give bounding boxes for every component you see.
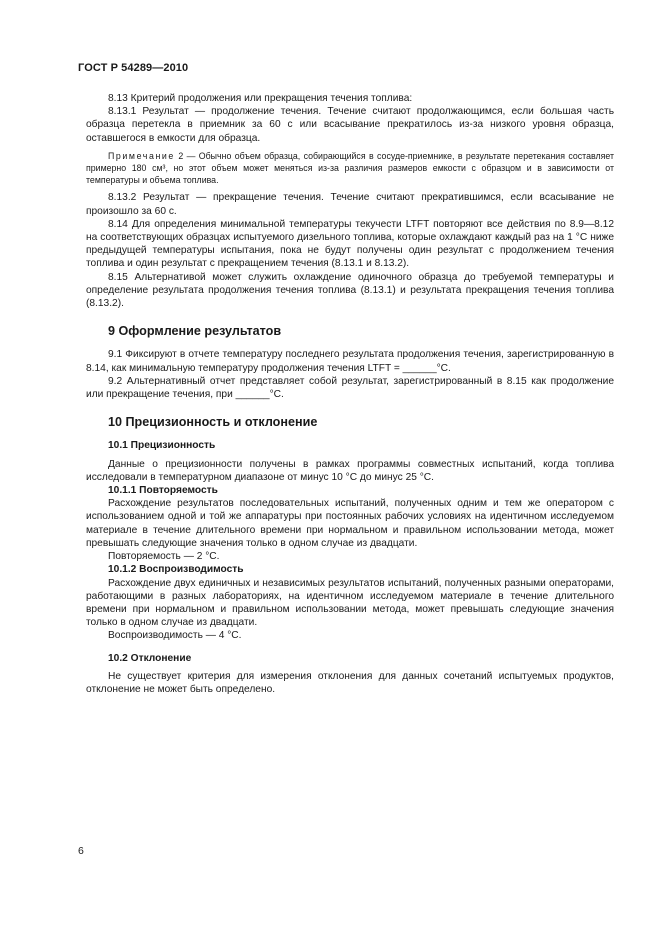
- section-10-heading: 10 Прецизионность и отклонение: [108, 415, 318, 430]
- paragraph-8-13-2: 8.13.2 Результат — прекращение течения. Течение считают прекратившимся, если всасывание не произошло за 60 с.: [86, 192, 614, 217]
- note-text: 2 — Обычно объем образца, собирающийся в сосуде-приемнике, в результате перетекания составляет примерно 180 см³, но этот объем может меняться из-за различия размеров емкости с образцом и в зависимости от температуры и объема топлива.: [86, 150, 614, 186]
- section-9-heading: 9 Оформление результатов: [108, 324, 282, 339]
- subsection-10-1-2-heading: 10.1.2 Воспроизводимость: [108, 564, 244, 576]
- paragraph-10-1-2: Расхождение двух единичных и независимых результатов испытаний, полученных разными операторами, работающими в разных лабораториях, на идентичном исследуемом материале в течение длительного времени при нормальном и правильном использовании метода, может превышать следующие значения только в одном случае из двадцати.: [86, 577, 614, 629]
- paragraph-8-13: 8.13 Критерий продолжения или прекращения течения топлива:: [108, 93, 413, 104]
- note-label: Примечание: [108, 150, 175, 161]
- document-code: ГОСТ Р 54289—2010: [78, 62, 189, 74]
- paragraph-10-2: Не существует критерия для измерения отклонения для данных сочетаний испытуемых продуктов, отклонение не может быть определено.: [86, 670, 614, 695]
- repeatability-value: Повторяемость — 2 °С.: [108, 551, 220, 563]
- reproducibility-value: Воспроизводимость — 4 °С.: [108, 630, 242, 642]
- page-body: [86, 92, 614, 696]
- paragraph-10-1-1: Расхождение результатов последовательных испытаний, полученных одним и тем же оператором с использованием одной и той же аппаратуры при постоянных рабочих условиях на идентичном исследуемом материале в течение длительного времени при нормальном и правильном использовании метода, может превышать следующие значения только в одном случае из двадцати.: [86, 498, 614, 549]
- paragraph-10-1: Данные о прецизионности получены в рамках программы совместных испытаний, когда топлива исследовали в температурном диапазоне от минус 10 °С до минус 25 °С.: [86, 458, 614, 483]
- subsection-10-1-heading: 10.1 Прецизионность: [108, 440, 216, 452]
- subsection-10-2-heading: 10.2 Отклонение: [108, 652, 192, 664]
- paragraph-8-15: 8.15 Альтернативой может служить охлаждение одиночного образца до требуемой температуры и определение результата продолжения течения топлива (8.13.1) и результата прекращения течения топлива (8.13.2).: [86, 271, 614, 310]
- page-number: 6: [78, 845, 84, 857]
- note-2: [86, 150, 614, 187]
- paragraph-8-14: 8.14 Для определения минимальной температуры текучести LTFT повторяют все действия по 8.9—8.12 на соответствующих образцах испытуемого дизельного топлива, которые охлаждают каждый раз на 1 °С ниже предыдущей температуры испытания, пока не будут получены один результат с продолжением течения топлива и один результат с прекращением течения (8.13.1 и 8.13.2).: [86, 218, 614, 270]
- paragraph-8-13-1: 8.13.1 Результат — продолжение течения. Течение считают продолжающимся, если большая часть образца перетекла в приемник за 60 с или всасывание прекратилось из-за низкого уровня образца, оставшегося в емкости для образца.: [86, 106, 614, 144]
- paragraph-9-1: 9.1 Фиксируют в отчете температуру последнего результата продолжения течения, зарегистрированную в 8.14, как минимальную температуру продолжения течения LTFT = ______°С.: [86, 349, 614, 374]
- paragraph-9-2: 9.2 Альтернативный отчет представляет собой результат, зарегистрированный в 8.15 как продолжение или прекращение течения, при ______°С.: [86, 375, 614, 401]
- subsection-10-1-1-heading: 10.1.1 Повторяемость: [108, 485, 218, 497]
